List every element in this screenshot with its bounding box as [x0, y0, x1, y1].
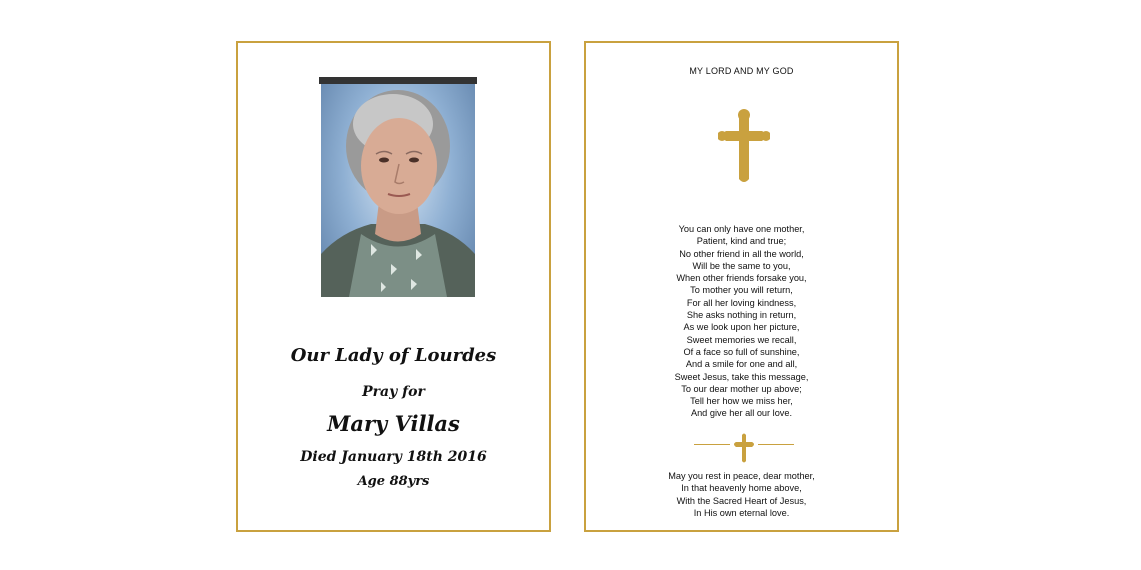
blessing-line: In His own eternal love.	[693, 507, 790, 518]
divider-line-left	[694, 444, 730, 445]
poem-line: For all her loving kindness,	[686, 297, 797, 308]
poem-line: Tell her how we miss her,	[690, 396, 793, 407]
poem-line: When other friends forsake you,	[676, 273, 807, 284]
poem-line: Sweet memories we recall,	[686, 334, 797, 345]
poem-line: You can only have one mother,	[678, 224, 805, 234]
small-cross-icon	[732, 432, 756, 464]
cross-icon	[718, 109, 770, 190]
prayer-heading: MY LORD AND MY GOD	[689, 66, 794, 76]
prayer-title: Our Lady of Lourdes	[290, 345, 497, 366]
poem-line: To our dear mother up above;	[681, 383, 802, 394]
poem-line: As we look upon her picture,	[683, 322, 800, 333]
poem-line: And a smile for one and all,	[685, 359, 798, 370]
blessing-text	[586, 470, 897, 519]
memorial-card-front	[236, 41, 551, 532]
poem-line: No other friend in all the world,	[679, 248, 804, 259]
date-of-death: Died January 18th 2016	[300, 449, 487, 465]
deceased-name: Mary Villas	[327, 411, 460, 436]
poem-line: Will be the same to you,	[692, 260, 791, 271]
blessing-line: With the Sacred Heart of Jesus,	[676, 495, 807, 506]
poem-line: And give her all our love.	[690, 408, 793, 419]
portrait-photo	[321, 84, 475, 297]
poem-line: She asks nothing in return,	[686, 310, 797, 321]
ornamental-divider	[694, 432, 794, 460]
blessing-line: May you rest in peace, dear mother,	[668, 471, 815, 481]
photo-top-bar	[319, 77, 477, 84]
poem-line: To mother you will return,	[690, 285, 793, 296]
poem-line: Sweet Jesus, take this message,	[674, 371, 809, 382]
poem-line: Patient, kind and true;	[696, 236, 787, 247]
pray-for-label: Pray for	[362, 384, 425, 400]
blessing-line: In that heavenly home above,	[681, 483, 802, 494]
portrait-frame	[319, 77, 477, 297]
poem-line: Of a face so full of sunshine,	[683, 346, 800, 357]
age-label: Age 88yrs	[357, 474, 430, 489]
poem-text	[586, 223, 897, 420]
divider-line-right	[758, 444, 794, 445]
memorial-card-back	[584, 41, 899, 532]
